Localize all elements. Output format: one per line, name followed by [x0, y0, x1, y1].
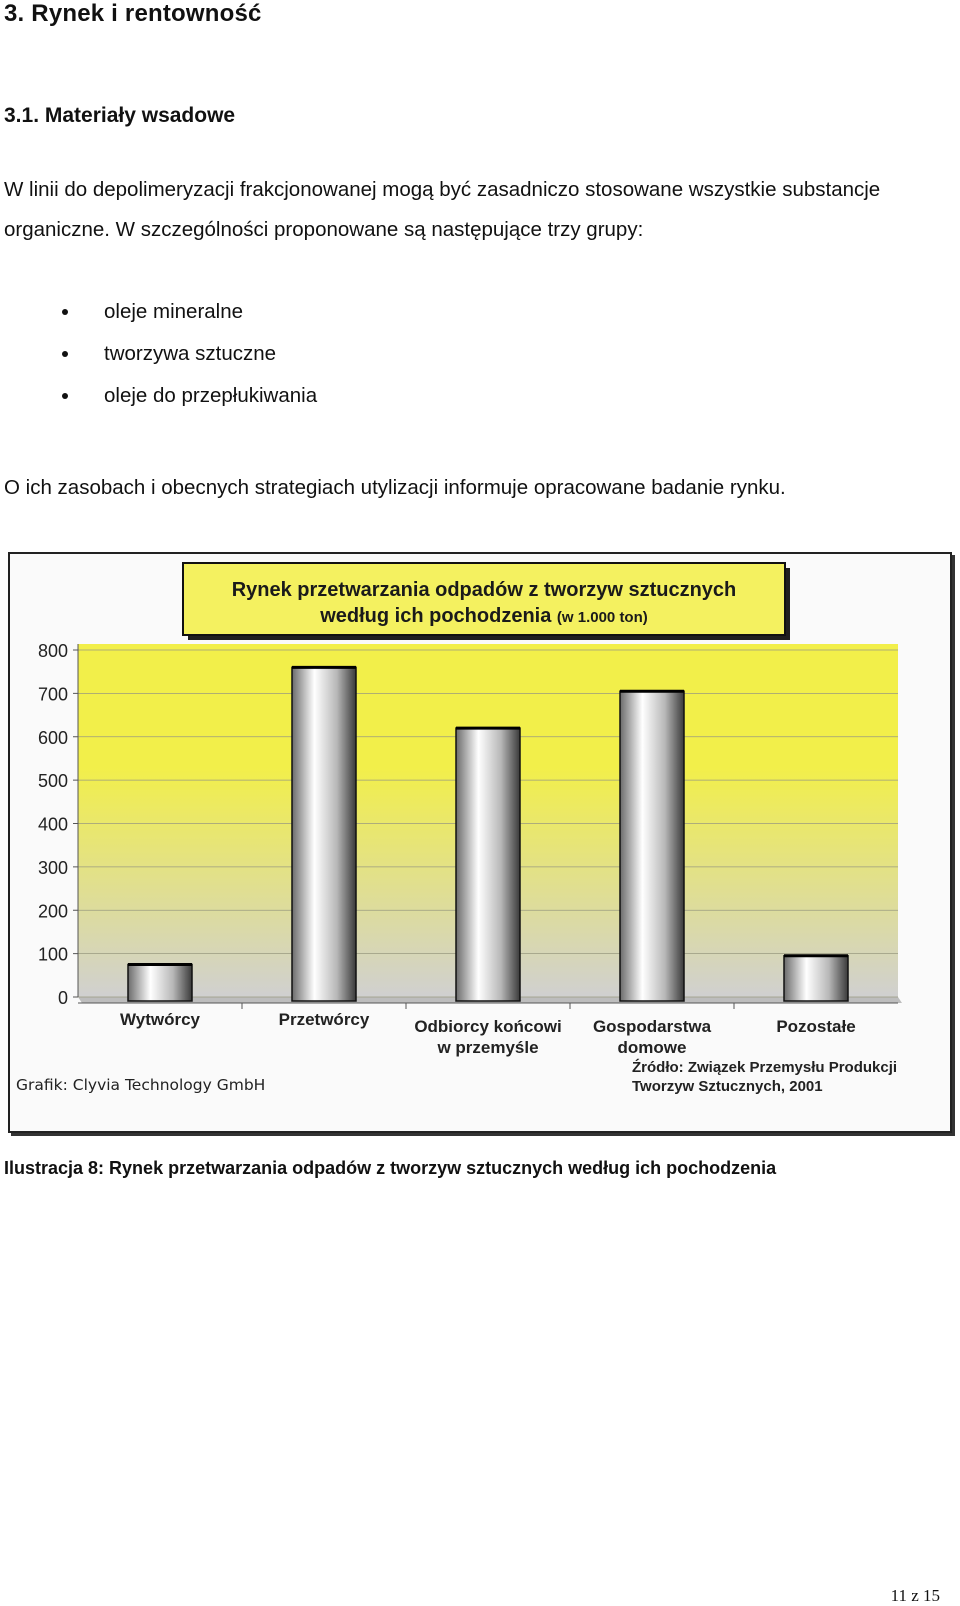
x-category-label: Odbiorcy końcowi [414, 1017, 562, 1036]
chart-source-line2: Tworzyw Sztucznych, 2001 [632, 1078, 823, 1095]
intro-paragraph: W linii do depolimeryzacji frakcjonowanej mogą być zasadniczo stosowane wszystkie substancje organiczne. W szczególności proponowane są następujące trzy grupy: [4, 178, 881, 241]
list-item [60, 298, 317, 340]
bullet-icon [62, 393, 68, 399]
chart-figure [8, 552, 952, 1133]
figure-caption: Ilustracja 8: Rynek przetwarzania odpadów z tworzyw sztucznych według ich pochodzenia [4, 1158, 777, 1178]
y-tick-label: 800 [37, 641, 68, 661]
bar [620, 691, 684, 1001]
bullet-icon [62, 309, 68, 315]
y-tick-label: 100 [37, 944, 68, 965]
bar [456, 728, 520, 1001]
chart-title-line1: Rynek przetwarzania odpadów z tworzyw sztucznych [231, 579, 737, 601]
y-tick-label: 500 [37, 771, 68, 792]
x-category-label: w przemyśle [437, 1038, 539, 1057]
x-category-label: domowe [617, 1038, 687, 1057]
y-tick-label: 200 [37, 901, 68, 922]
y-tick-label: 400 [37, 814, 68, 835]
list-item [60, 340, 317, 382]
chart-title-line2: według ich pochodzenia (w 1.000 ton) [320, 605, 648, 627]
market-paragraph: O ich zasobach i obecnych strategiach utylizacji informuje opracowane badanie rynku. [4, 476, 786, 499]
y-tick-label: 600 [37, 727, 68, 748]
bar [784, 956, 848, 1001]
chart-title-unit: (w 1.000 ton) [556, 609, 648, 626]
list-item [60, 382, 317, 424]
x-category-label: Gospodarstwa [592, 1017, 712, 1036]
list-item-label: tworzywa sztuczne [104, 342, 277, 365]
y-tick-label: 300 [37, 857, 68, 878]
x-category-label: Wytwórcy [120, 1010, 200, 1029]
bar [128, 964, 192, 1001]
material-groups-list [60, 298, 317, 424]
page-number: 11 z 15 [890, 1586, 940, 1605]
subsection-title: 3.1. Materiały wsadowe [4, 104, 236, 127]
x-category-label: Pozostałe [776, 1017, 856, 1036]
x-category-label: Przetwórcy [278, 1010, 370, 1029]
chart-credit: Grafik: Clyvia Technology GmbH [16, 1076, 266, 1094]
chart-source-line1: Źródło: Związek Przemysłu Produkcji [632, 1059, 898, 1076]
bar-chart [10, 554, 950, 1131]
list-item-label: oleje mineralne [104, 300, 244, 323]
y-tick-label: 0 [57, 988, 68, 1008]
bullet-icon [62, 351, 68, 357]
list-item-label: oleje do przepłukiwania [104, 384, 318, 407]
bar [292, 667, 356, 1001]
section-title: 3. Rynek i rentowność [4, 0, 262, 27]
y-tick-label: 700 [37, 684, 68, 705]
